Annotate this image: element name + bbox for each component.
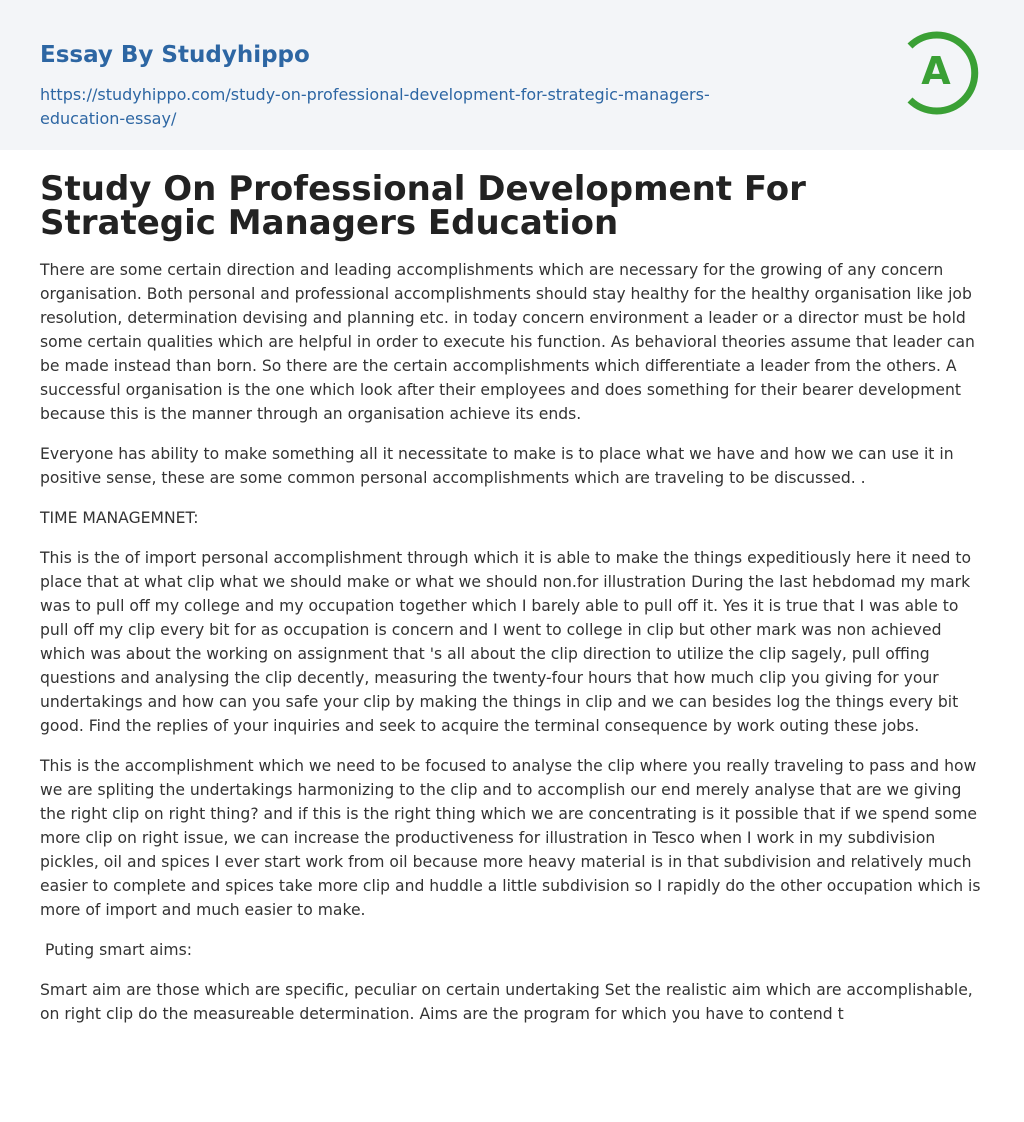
site-header [0, 0, 1024, 150]
section-heading-smart-aims: Puting smart aims: [40, 941, 192, 959]
paragraph-intro: There are some certain direction and leading accomplishments which are necessary for the growing of any concern organisation. Both personal and professional accomplishments should stay healthy for the healthy organisation like job resolution, determination devising and planning etc. in today concern environment a leader or a director must be hold some certain qualities which are helpful in order to execute his function. As behavioral theories assume that leader can be made instead than born. So there are the certain accomplishments which differentiate a leader from the others. A successful organisation is the one which look after their employees and does something for their bearer development because this is the manner through an organisation achieve its ends. [40, 261, 975, 423]
section-heading-time-management: TIME MANAGEMNET: [40, 509, 199, 527]
logo-letter: A [921, 49, 951, 93]
studyhippo-logo-icon[interactable] [896, 28, 986, 118]
paragraph-time-management: This is the of import personal accomplishment through which it is able to make the things expeditiously here it need to place that at what clip what we should make or what we should non.for illustration During the last hebdomad my mark was to pull off my college and my occupation together which I barely able to pull off it. Yes it is true that I was able to pull off my clip every bit for as occupation is concern and I went to college in clip but other mark was non achieved which was about the working on assignment that 's all about the clip direction to utilize the clip sagely, pull offing questions and analysing the clip decently, measuring the twenty-four hours that how much clip you giving for your undertakings and how can you safe your clip by making the things in clip and we can besides log the things every bit good. Find the replies of your inquiries and seek to acquire the terminal consequence by work outing these jobs. [40, 549, 972, 735]
essay-url-link[interactable]: https://studyhippo.com/study-on-professional-development-for-strategic-managers-education-essay/ [40, 85, 710, 128]
paragraph-ability: Everyone has ability to make something all it necessitate to make is to place what we have and how we can use it in positive sense, these are some common personal accomplishments which are traveling to be discussed. . [40, 445, 954, 487]
paragraph-smart-aims: Smart aim are those which are specific, peculiar on certain undertaking Set the realistic aim which are accomplishable, on right clip do the measureable determination. Aims are the program for which you have to contend t [40, 981, 973, 1023]
essay-title: Study On Professional Development For Strategic Managers Education [40, 169, 806, 243]
paragraph-focus: This is the accomplishment which we need to be focused to analyse the clip where you really traveling to pass and how we are spliting the undertakings harmonizing to the clip and to accomplish our end merely analyse that are we giving the right clip on right thing? and if this is the right thing which we are concentrating is it possible that if we spend some more clip on right issue, we can increase the productiveness for illustration in Tesco when I work in my subdivision pickles, oil and spices I ever start work from oil because more heavy material is in that subdivision and relatively much easier to complete and spices take more clip and huddle a little subdivision so I rapidly do the other occupation which is more of import and much easier to make. [40, 757, 981, 919]
article [0, 169, 1024, 1026]
brand-title[interactable]: Essay By Studyhippo [40, 42, 310, 68]
